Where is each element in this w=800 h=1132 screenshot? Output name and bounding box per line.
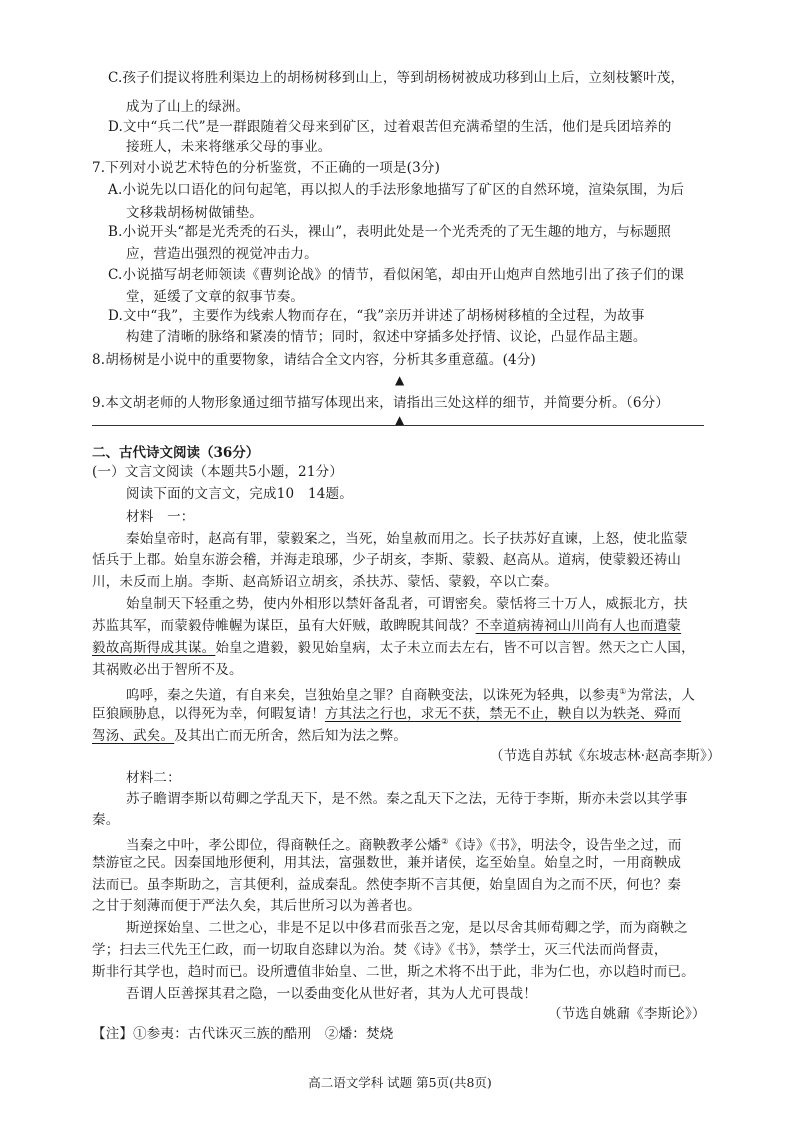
answer-mark-q8: ▲: [395, 373, 405, 387]
q7-option-b-line1: B.小说开头“都是光秃秃的石头，裸山”，表明此处是一个光秃秃的了无生趣的地方，与标题照: [108, 224, 672, 240]
m2-line6: 之甘于刻薄而便于严法久矣，其后世所习以为善者也。: [92, 898, 421, 914]
m2-line2: 秦。: [92, 812, 120, 828]
q7-option-a-line1: A.小说先以口语化的问句起笔，再以拟人的手法形象地描写了矿区的自然环境，渲染氛围，为后: [108, 182, 685, 198]
m1-line10-text: 及其出亡而无所舍，然后知为法之弊。: [174, 728, 408, 744]
m1-source: （节选自苏轼《东坡志林·赵高李斯》）: [490, 748, 721, 764]
m1-line6-text: 始皇之遣毅，毅见始皇病，太子未立而去左右，皆不可以言智。然天之亡人国，: [215, 640, 695, 656]
m2-line5: 法而已。虽李斯助之，言其便利，益成秦乱。然使李斯不言其便，始皇固自为之而不厌，何也？秦: [92, 877, 682, 893]
q7-option-d-line2: 构建了清晰的脉络和紧凑的情节；同时，叙述中穿插多处抒情、议论，凸显作品主题。: [126, 329, 647, 345]
m1-underlined-sentence-part1: 不幸道病祷祠山川尚有人也而遣蒙: [475, 618, 682, 634]
page-footer: 高二语文学科 试题 第5页(共8页): [308, 1075, 492, 1090]
annotation-note: 【注】①参夷：古代诛灭三族的酷刑 ②燔：焚烧: [92, 1026, 394, 1042]
m1-underlined-sentence-part2: 毅故高斯得成其谋。: [92, 640, 216, 656]
m1-line4: 始皇制天下轻重之势，使内外相形以禁奸备乱者，可谓密矣。蒙恬将三十万人，威振北方，扶: [126, 596, 688, 612]
q7-stem: 7.下列对小说艺术特色的分析鉴赏，不正确的一项是(3分): [92, 160, 441, 176]
instruction: 阅读下面的文言文，完成10 14题。: [126, 486, 353, 502]
m2-line7: 斯逆探始皇、二世之心，非是不足以中侈君而张吾之宠，是以尽舍其师荀卿之学，而为商鞅之: [126, 920, 688, 936]
footnote-marker-1: ①: [619, 687, 627, 696]
m2-line4: 禁游宦之民。因秦国地形便利，用其法，富强数世，兼并诸侯，迄至始皇。始皇之时，一用商鞅成: [92, 855, 682, 871]
m1-line5: [92, 616, 681, 636]
m2-line3: [126, 832, 682, 856]
m2-line1: 苏子瞻谓李斯以荀卿之学乱天下，是不然。秦之乱天下之法，无待于李斯，斯亦未尝以其学事: [126, 791, 688, 807]
m1-line1: 秦始皇帝时，赵高有罪，蒙毅案之，当死，始皇赦而用之。长子扶苏好直谏，上怒，使北监蒙: [126, 531, 688, 547]
q6-option-c-line1: C.孩子们提议将胜利渠边上的胡杨树移到山上，等到胡杨树被成功移到山上后，立刻枝繁叶茂，: [108, 70, 685, 86]
m1-line3: 川，未反而上崩。李斯、赵高矫诏立胡亥，杀扶苏、蒙恬、蒙毅，卒以亡秦。: [92, 574, 558, 590]
answer-mark-q9: ▲: [395, 413, 405, 427]
footnote-marker-2: ②: [441, 837, 449, 846]
q7-option-c-line1: C.小说描写胡老师领读《曹刿论战》的情节，看似闲笔，却由开山炮声自然地引出了孩子们的课: [108, 267, 685, 283]
m2-source: （节选自姚鼐《李斯论》）: [548, 1006, 706, 1022]
m2-line8: 学；扫去三代先王仁政，而一切取自恣肆以为治。焚《诗》《书》，禁学士，灭三代法而尚督责，: [92, 942, 668, 958]
material1-label: 材料 一：: [126, 509, 195, 525]
m1-line7: 其祸败必出于智所不及。: [92, 662, 243, 678]
m1-line8-text: 呜呼，秦之失道，有自来矣，岂独始皇之罪？自商鞅变法，以诛死为轻典，以参夷: [126, 687, 620, 704]
m1-underlined-sentence2-part2: 驾汤、武矣。: [92, 728, 175, 744]
m1-line9-text: 臣狼顾胁息，以得死为幸，何暇复请！: [92, 706, 325, 722]
m1-line9: [92, 704, 681, 724]
section-heading: 二、古代诗文阅读（36分）: [92, 445, 260, 461]
q7-option-a-line2: 文移栽胡杨树做铺垫。: [126, 205, 263, 221]
m1-line10: [92, 726, 407, 746]
divider-line: [92, 425, 704, 426]
subsection-heading: (一）文言文阅读（本题共5小题，21分）: [92, 464, 344, 480]
q6-option-c-line2: 成为了山上的绿洲。: [126, 99, 250, 115]
m2-line3-text-end: 《诗》《书》，明法令，设告坐之过，而: [448, 837, 682, 854]
q7-option-d-line1: D.文中“我”，主要作为线索人物而存在，“我”亲历并讲述了胡杨树移植的全过程，为故事: [108, 308, 645, 324]
q8-stem: 8.胡杨树是小说中的重要物象，请结合全文内容，分析其多重意蕴。(4分): [92, 352, 537, 368]
q7-option-b-line2: 应，营造出强烈的视觉冲击力。: [126, 246, 318, 262]
m1-underlined-sentence2-part1: 方其法之行也，求无不获，禁无不止，鞅自以为轶尧、舜而: [324, 706, 682, 722]
m1-line8: [126, 682, 695, 706]
q9-stem: 9.本文胡老师的人物形象通过细节描写体现出来，请指出三处这样的细节，并简要分析。（6分）: [92, 395, 670, 411]
m1-line8-text-end: 为常法，人: [626, 687, 696, 704]
q7-option-c-line2: 堂，延缓了文章的叙事节奏。: [126, 289, 305, 305]
q6-option-d-line1: D.文中“兵二代”是一群跟随着父母来到矿区，过着艰苦但充满希望的生活，他们是兵团培养的: [108, 119, 672, 135]
m1-line6: [92, 638, 695, 658]
m1-line5-text: 苏监其军，而蒙毅侍帷幄为谋臣，虽有大奸贼，敢睥睨其间哉？: [92, 618, 476, 634]
m2-line9: 斯非行其学也，趋时而已。设所遭值非始皇、二世，斯之术将不出于此，非为仁也，亦以趋时而已。: [92, 964, 695, 980]
m2-line10: 吾谓人臣善探其君之隐，一以委曲变化从世好者，其为人尤可畏哉！: [126, 986, 537, 1002]
material2-label: 材料二：: [126, 770, 181, 786]
q6-option-d-line2: 接班人，未来将继承父母的事业。: [126, 139, 332, 155]
m2-line3-text: 当秦之中叶，孝公即位，得商鞅任之。商鞅教孝公燔: [126, 837, 442, 854]
m1-line2: 恬兵于上郡。始皇东游会稽，并海走琅琊，少子胡亥，李斯、蒙毅、赵高从。道病，使蒙毅还祷山: [92, 552, 682, 568]
